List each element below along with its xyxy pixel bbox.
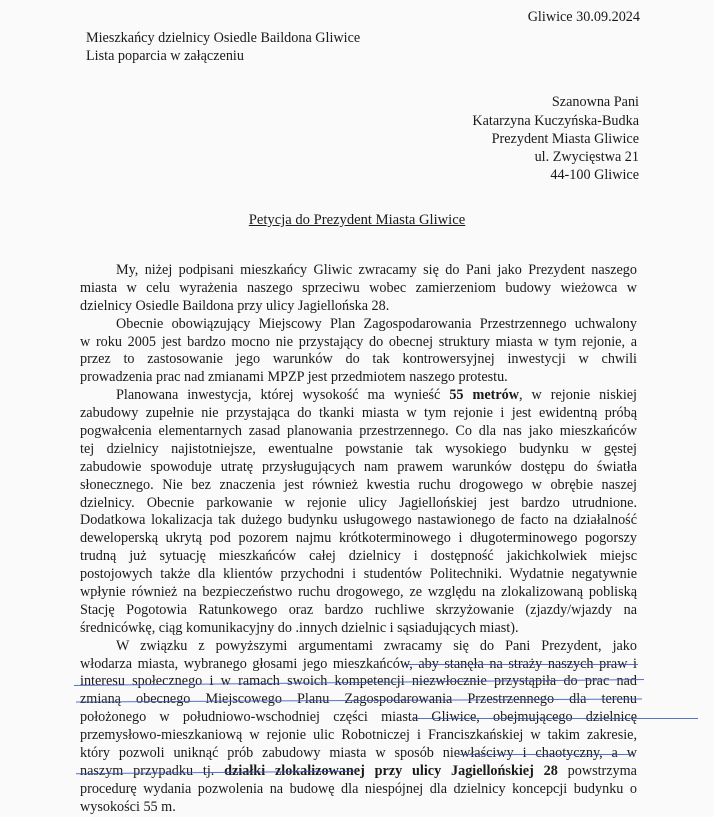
body-line: położonego w południowo-wschodniej części miasta Gliwice, obejmującego dzielnicę — [80, 709, 637, 726]
body-line: tej dzielnicy najistotniejsze, ewentualne powstanie tak wysokiego budynku w gęstej — [80, 440, 637, 457]
pen-underline-mark — [404, 664, 638, 665]
body-line: wysokości 55 m. — [80, 798, 176, 815]
body-line: deweloperską ukrytą pod pozorem najmu krótkoterminowego i długoterminowego pogorszy — [80, 530, 637, 547]
sender-line: Mieszkańcy dzielnicy Osiedle Baildona Gliwice — [86, 30, 361, 46]
petition-body — [80, 262, 637, 817]
body-line: prowadzenia prac nad zmianami MPZP jest przedmiotem naszego protestu. — [80, 369, 508, 386]
body-line: zabudowie spowoduje utratę przysługujących nam prawem warunków dostępu do światła — [80, 458, 637, 475]
body-line: przemysłowo-mieszkaniową w rejonie ulic Robotniczej i Franciszkańskiej w takim zakresie, — [80, 727, 637, 744]
plot-emphasis: działki zlokalizowanej przy ulicy Jagiellońskiej 28 — [224, 762, 558, 779]
body-line: włodarza miasta, wybranego głosami jego mieszkańców, aby stanęła na straży naszych praw i — [80, 655, 637, 672]
body-line: procedurę wydania pozwolenia na budowę dla niespójnej dla dzielnicy koncepcji budynku o — [80, 780, 637, 797]
body-line: My, niżej podpisani mieszkańcy Gliwic zwracamy się do Pani jako Prezydent naszego — [116, 262, 637, 278]
body-line: dzielnicy Osiedle Baildona przy ulicy Jagiellońska 28. — [80, 297, 390, 314]
addressee-line: Katarzyna Kuczyńska-Budka — [472, 113, 639, 129]
body-line: przez to zastosowanie jego warunków do tak kontrowersyjnej inwestycji w chwili — [80, 351, 637, 368]
body-line — [80, 387, 637, 405]
body-line: postojowych także dla klientów przychodni i studentów Politechniki. Wydatnie negatywnie — [80, 566, 637, 583]
body-text: Planowana inwestycja, której wysokość ma wynieść — [116, 387, 450, 404]
body-text: naszym przypadku tj. — [80, 762, 225, 779]
body-line: dzielnicy. Obecnie parkowanie w rejonie ulicy Jagiellońskiej jest bardzo utrudnione. — [80, 494, 637, 511]
body-line: średnicówkę, ciąg komunikacyjny do .innych dzielnic i sąsiadujących miast). — [80, 619, 519, 636]
addressee-line: 44-100 Gliwice — [550, 167, 639, 183]
petition-title: Petycja do Prezydent Miasta Gliwice — [248, 212, 466, 228]
body-line: który pozwoli uniknąć prób zabudowy miasta w sposób niewłaściwy i chaotyczny, a w — [80, 745, 637, 762]
body-line: interesu społecznego i w ramach swoich kompetencji niezwłocznie przystąpiła do prac nad — [80, 673, 637, 690]
height-emphasis: 55 metrów — [449, 387, 519, 404]
letter-date: Gliwice 30.09.2024 — [527, 9, 640, 25]
addressee-line: Szanowna Pani — [551, 94, 639, 110]
body-line: Dodatkowa lokalizacja tak dużego budynku usługowego nastawionego de facto na działalność — [80, 512, 637, 529]
sender-line: Lista poparcia w załączeniu — [86, 48, 244, 64]
body-line: trudną już sytuację mieszkańców całej dzielnicy i dostępność jakichkolwiek miejsc — [80, 548, 637, 565]
body-line: pogwałcenia elementarnych zasad planowania przestrzennego. Co dla nas jako mieszkańców — [80, 423, 637, 440]
pen-underline-mark — [458, 754, 634, 755]
body-text: , w rejonie niskiej — [519, 387, 637, 404]
body-line: Stację Pogotowia Ratunkowego oraz bardzo ruchliwe skrzyżowanie (zjazdy/wjazdy na — [80, 601, 637, 618]
body-line: zabudowy zupełnie nie przystająca do tkanki miasta w tym rejonie i jest ewidentną próbą — [80, 405, 637, 422]
body-line: wpłynie również na bezpieczeństwo ruchu drogowego, ze względu na zlokalizowaną pobliską — [80, 584, 637, 601]
body-text: powstrzyma — [557, 762, 637, 779]
body-line: słonecznego. Nie bez znaczenia jest również kwestia ruchu drogowego w obrębie naszej — [80, 476, 637, 493]
body-line: zmianą obecnego Miejscowego Planu Zagospodarowania Przestrzennego dla terenu — [80, 691, 637, 708]
addressee-line: ul. Zwycięstwa 21 — [534, 149, 639, 165]
body-line: Obecnie obowiązujący Miejscowy Plan Zagospodarowania Przestrzennego uchwalony — [116, 315, 637, 332]
body-line: miasta w celu wyrażenia naszego sprzeciwu wobec zamierzeniom budowy wieżowca w — [80, 279, 637, 296]
addressee-line: Prezydent Miasta Gliwice — [491, 131, 639, 147]
body-line: W związku z powyższymi argumentami zwracamy się do Pani Prezydent, jako — [116, 637, 637, 654]
body-line: w roku 2005 jest bardzo mocno nie przystający do obecnej struktury miasta w tym rejonie, a — [80, 333, 637, 350]
pen-underline-mark — [414, 718, 698, 719]
